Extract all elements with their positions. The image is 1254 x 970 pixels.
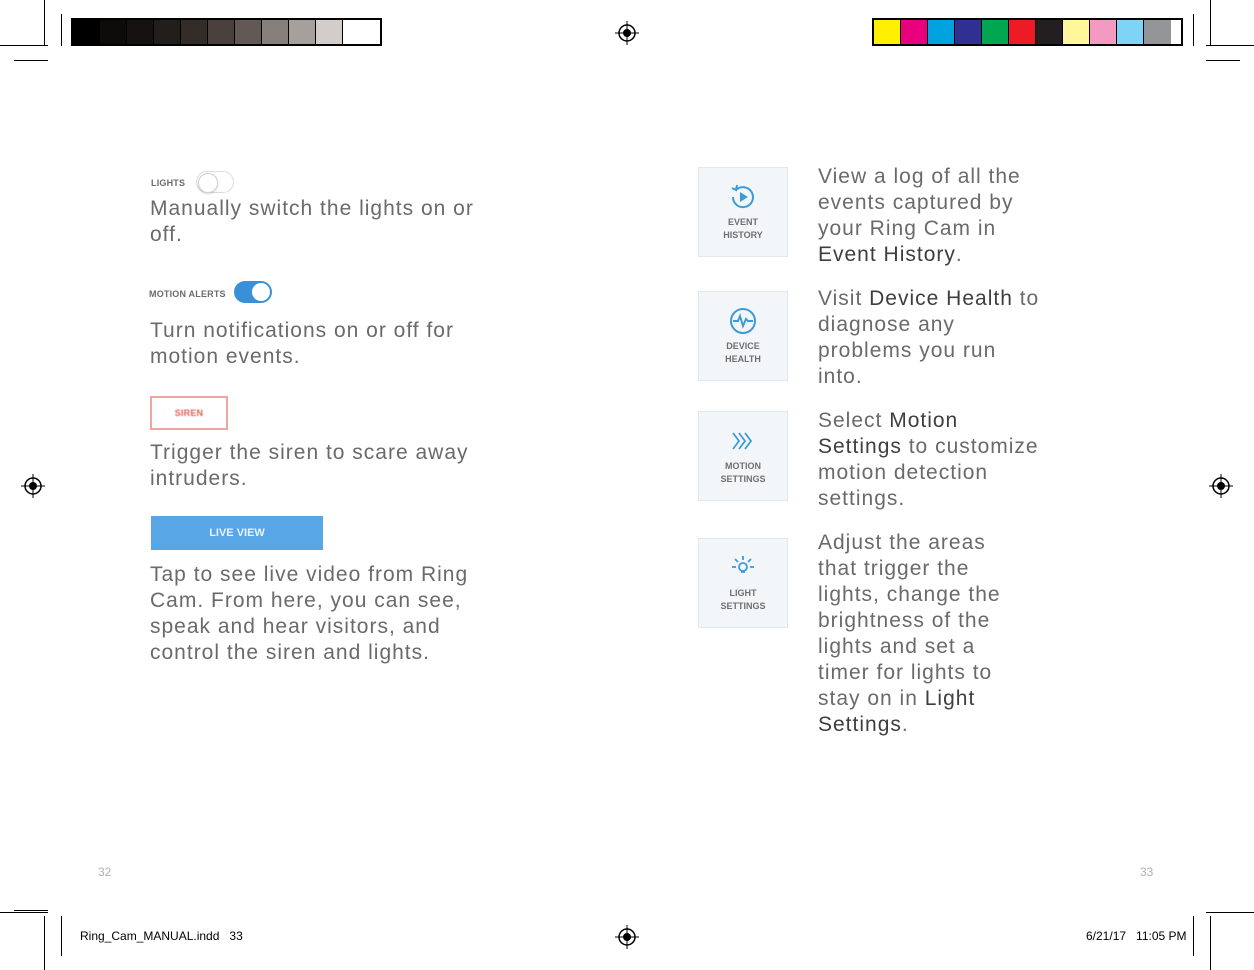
gray-swatch [343, 20, 370, 44]
registration-mark-icon [1209, 474, 1233, 498]
motion-alerts-toggle[interactable] [234, 281, 272, 303]
slug-filename: Ring_Cam_MANUAL.indd 33 [80, 929, 243, 943]
crop-mark [1206, 60, 1240, 61]
lights-toggle[interactable] [196, 171, 234, 193]
play-history-icon [728, 182, 758, 212]
device-health-description: Visit Device Health to diagnose any problems you run into. [818, 287, 1040, 388]
light-settings-description: Adjust the areas that trigger the lights, change the brightness of the lights and set a timer for lights to stay on in Light Settings. [818, 531, 1001, 736]
crop-mark [61, 916, 62, 956]
page-number: 33 [1140, 865, 1154, 879]
event-history-description: View a log of all the events captured by your Ring Cam in Event History. [818, 165, 1021, 266]
crop-mark [44, 0, 45, 45]
gray-swatch [289, 20, 316, 44]
crop-mark [14, 60, 48, 61]
process-color-bar [872, 18, 1183, 46]
registration-mark-icon [21, 474, 45, 498]
color-swatch [1009, 20, 1036, 44]
toggle-knob [198, 173, 218, 193]
grayscale-color-bar [71, 18, 382, 46]
toggle-knob [252, 283, 270, 301]
live-view-label: LIVE VIEW [209, 527, 265, 539]
crop-mark [1210, 0, 1211, 45]
color-swatch [1090, 20, 1117, 44]
registration-mark-icon [615, 925, 639, 949]
motion-chevrons-icon [728, 426, 758, 456]
motion-alerts-tag: MOTION ALERTS [149, 289, 226, 299]
crop-mark [1206, 912, 1254, 913]
crop-mark [61, 14, 62, 46]
lights-tag: LIGHTS [151, 178, 186, 188]
crop-mark [0, 912, 48, 913]
event-history-label: EVENT HISTORY [723, 217, 763, 240]
crop-mark [1193, 916, 1194, 956]
live-view-description: Tap to see live video from Ring Cam. From here, you can see, speak and hear visitors, and control the siren and lights. [150, 563, 469, 664]
color-swatch [874, 20, 901, 44]
gray-swatch [235, 20, 262, 44]
motion-settings-card[interactable] [698, 411, 788, 501]
color-swatch [955, 20, 982, 44]
color-swatch [1036, 20, 1063, 44]
crop-mark [1193, 14, 1194, 46]
live-view-button[interactable] [151, 516, 323, 550]
gray-swatch [181, 20, 208, 44]
light-settings-label: LIGHT SETTINGS [720, 588, 766, 611]
slug-timestamp: 6/21/17 11:05 PM [1086, 929, 1187, 943]
color-swatch [928, 20, 955, 44]
color-swatch [1063, 20, 1090, 44]
heartbeat-icon [728, 306, 758, 336]
light-settings-card[interactable] [698, 538, 788, 628]
gray-swatch [127, 20, 154, 44]
color-swatch [901, 20, 928, 44]
gray-swatch [100, 20, 127, 44]
gray-swatch [262, 20, 289, 44]
color-swatch [982, 20, 1009, 44]
device-health-label: DEVICE HEALTH [725, 341, 761, 364]
gray-swatch [316, 20, 343, 44]
color-swatch [1117, 20, 1144, 44]
lights-description: Manually switch the lights on or off. [150, 197, 474, 246]
page-number: 32 [98, 865, 112, 879]
motion-alerts-description: Turn notifications on or off for motion events. [150, 319, 454, 368]
crop-mark [0, 45, 48, 46]
crop-mark [1206, 45, 1254, 46]
event-history-card[interactable] [698, 167, 788, 257]
crop-mark [14, 910, 48, 911]
device-health-card[interactable] [698, 291, 788, 381]
crop-mark [44, 916, 45, 970]
gray-swatch [154, 20, 181, 44]
registration-mark-icon [615, 21, 639, 45]
motion-settings-label: MOTION SETTINGS [720, 461, 766, 484]
siren-button[interactable] [150, 396, 228, 430]
siren-label: SIREN [174, 408, 204, 418]
siren-description: Trigger the siren to scare away intruders. [150, 441, 469, 490]
gray-swatch [73, 20, 100, 44]
crop-mark [1210, 916, 1211, 970]
motion-settings-description: Select Motion Settings to customize motion detection settings. [818, 409, 1039, 510]
lightbulb-icon [728, 553, 758, 583]
color-swatch [1144, 20, 1171, 44]
gray-swatch [208, 20, 235, 44]
